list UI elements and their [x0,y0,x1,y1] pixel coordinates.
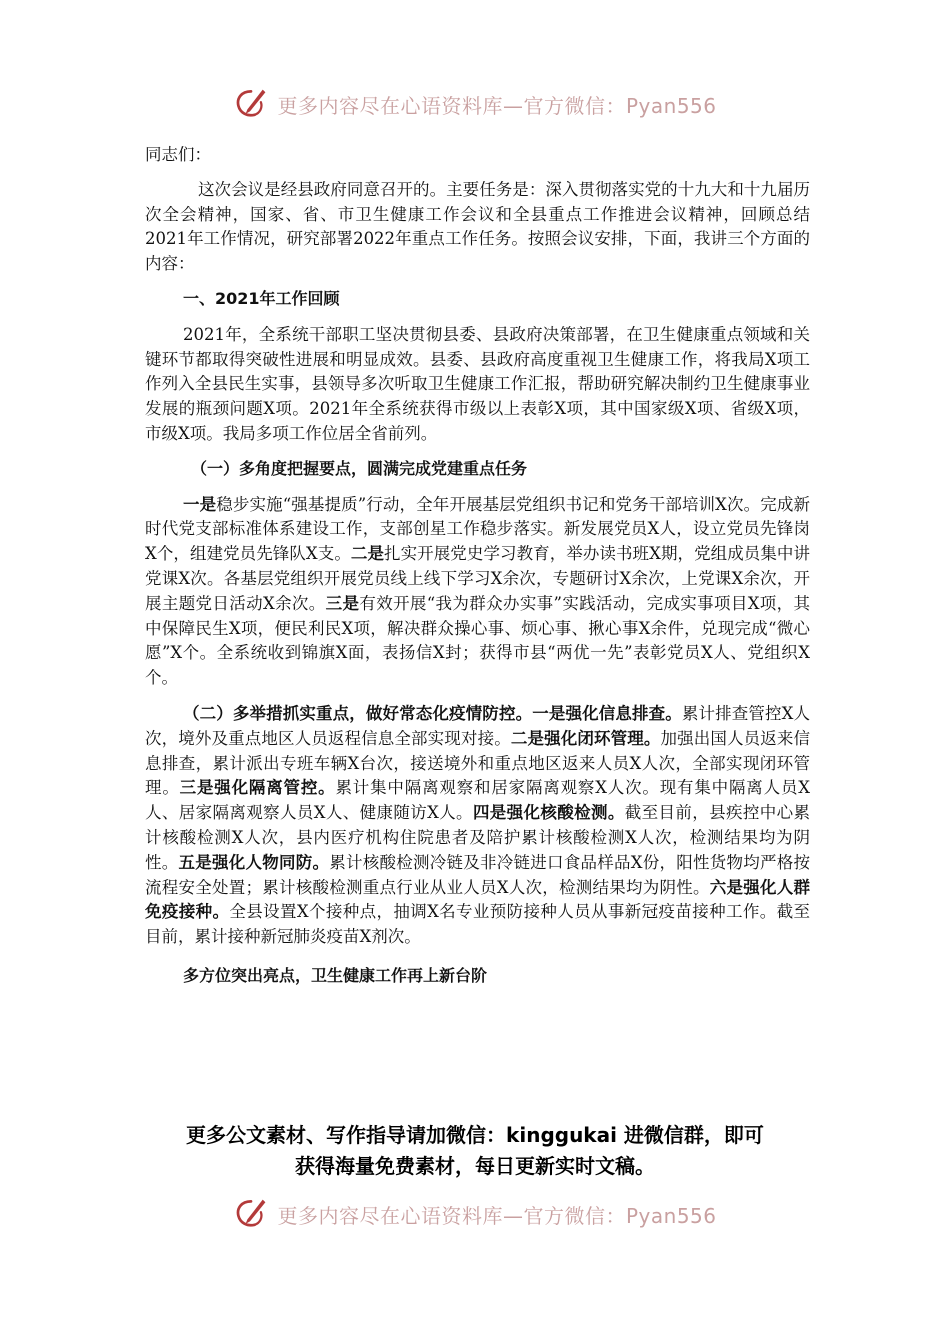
quill-swirl-logo-icon [233,1196,269,1232]
document-body [145,143,810,989]
watermark-footer [0,1194,950,1234]
greeting: 同志们： [145,145,211,164]
subsection-3-heading: 多方位突出亮点，卫生健康工作再上新台阶 [183,965,488,985]
watermark-header [0,84,950,124]
section-1-heading: 一、2021年工作回顾 [183,288,340,308]
section-1-paragraph: 2021年，全系统干部职工坚决贯彻县委、县政府决策部署，在卫生健康重点领域和关键环节都取得突破性进展和明显成效。县委、县政府高度重视卫生健康工作，将我局X项工作列入全县民生实事，县领导多次听取卫生健康工作汇报，帮助研究解决制约卫生健康事业发展的瓶颈问题X项。2021年全系统获得市级以上表彰X项，其中国家级X项、省级X项，市级X项。我局多项工作位居全省前列。 [145,324,810,443]
promo-line-2: 获得海量免费素材，每日更新实时文稿。 [295,1154,655,1178]
intro-paragraph: 这次会议是经县政府同意召开的。主要任务是：深入贯彻落实党的十九大和十九届历次全会精神，国家、省、市卫生健康工作会议和全县重点工作推进会议精神，回顾总结2021年工作情况，研究部署2022年重点工作任务。按照会议安排，下面，我讲三个方面的内容： [145,179,810,274]
watermark-text: 更多内容尽在心语资料库—官方微信：Pyan556 [277,1203,717,1228]
watermark-text: 更多内容尽在心语资料库—官方微信：Pyan556 [277,93,717,118]
quill-swirl-logo-icon [233,86,269,122]
subsection-2-paragraph: （二）多举措抓实重点，做好常态化疫情防控。一是强化信息排查。累计排查管控X人次，境外及重点地区人员返程信息全部实现对接。二是强化闭环管理。加强出国人员返来信息排查，累计派出专班车辆X台次，接送境外和重点地区返来人员X人次，全部实现闭环管理。三是强化隔离管控。累计集中隔离观察和居家隔离观察X人次。现有集中隔离人员X人、居家隔离观察人员X人、健康随访X人。四是强化核酸检测。截至目前，县疾控中心累计核酸检测X人次，县内医疗机构住院患者及陪护累计核酸检测X人次，检测结果均为阴性。五是强化人物同防。累计核酸检测冷链及非冷链进口食品样品X份，阳性货物均严格按流程安全处置；累计核酸检测重点行业从业人员X人次，检测结果均为阴性。六是强化人群免疫接种。全县设置X个接种点，抽调X名专业预防接种人员从事新冠疫苗接种工作。截至目前，累计接种新冠肺炎疫苗X剂次。 [145,703,811,947]
promo-banner [140,1120,810,1182]
subsection-1-paragraph: 一是稳步实施“强基提质”行动，全年开展基层党组织书记和党务干部培训X次。完成新时代党支部标准体系建设工作，支部创星工作稳步落实。新发展党员X人，设立党员先锋岗X个，组建党员先锋队X支。二是扎实开展党史学习教育，举办读书班X期，党组成员集中讲党课X次。各基层党组织开展党员线上线下学习X余次，专题研讨X余次，上党课X余次，开展主题党日活动X余次。三是有效开展“我为群众办实事”实践活动，完成实事项目X项，其中保障民生X项，便民利民X项，解决群众操心事、烦心事、揪心事X余件，兑现完成“微心愿”X个。全系统收到锦旗X面，表扬信X封；获得市县“两优一先”表彰党员X人、党组织X个。 [145,494,811,688]
subsection-1-heading: （一）多角度把握要点，圆满完成党建重点任务 [191,458,528,478]
promo-line-1: 更多公文素材、写作指导请加微信：kinggukai 进微信群，即可 [186,1123,764,1147]
